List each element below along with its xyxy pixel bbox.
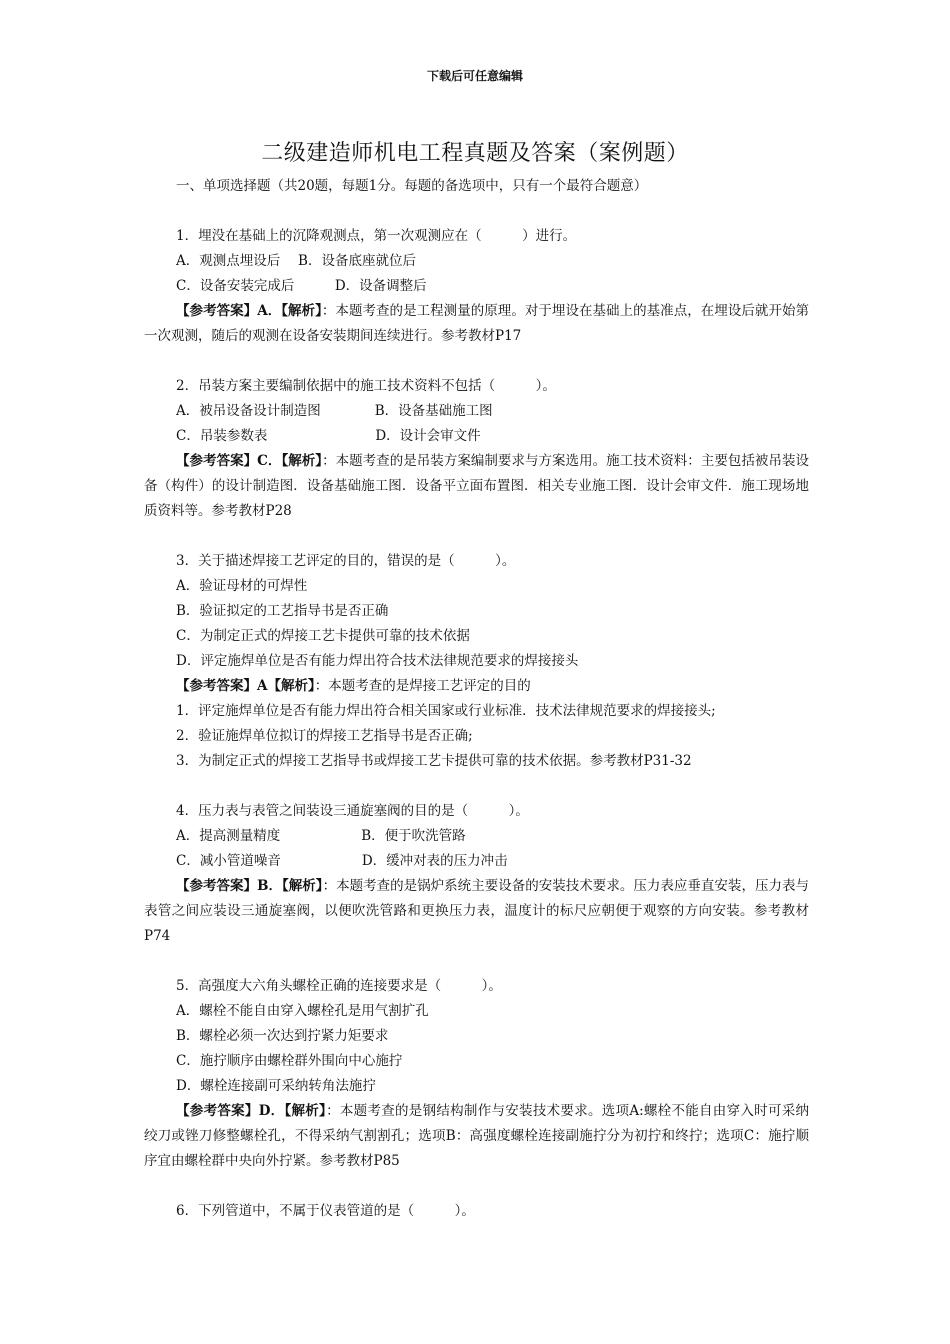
- question-stem: 3．关于描述焊接工艺评定的目的，错误的是（ ）。: [176, 553, 516, 569]
- question-option: A．螺栓不能自由穿入螺栓孔是用气割扩孔: [176, 1003, 429, 1019]
- answer-explanation: [144, 674, 809, 699]
- answer-explanation: [144, 299, 809, 349]
- question-5: [144, 974, 809, 1174]
- question-option: C．为制定正式的焊接工艺卡提供可靠的技术依据: [176, 628, 470, 644]
- question-option: B．验证拟定的工艺指导书是否正确: [176, 603, 389, 619]
- answer-tag: 【参考答案】A【解析】: [176, 678, 315, 694]
- section-heading: 一、单项选择题（共20题，每题1分。每题的备选项中，只有一个最符合题意）: [176, 178, 648, 194]
- question-option: D．评定施焊单位是否有能力焊出符合技术法律规范要求的焊接接头: [176, 653, 579, 669]
- question-option: A．提高测量精度 B．便于吹洗管路: [176, 828, 466, 844]
- question-option: A．观测点埋设后 B．设备底座就位后: [176, 253, 416, 269]
- question-option: A．被吊设备设计制造图 B．设备基础施工图: [176, 403, 493, 419]
- document-body: [144, 174, 809, 1224]
- answer-explanation: [144, 1099, 809, 1174]
- answer-text: ：本题考查的是锅炉系统主要设备的安装技术要求。压力表应垂直安装，压力表与表管之间应装设三通旋塞阀，以便吹洗管路和更换压力表，温度计的标尺应朝便于观察的方向安装。参考教材P74: [144, 878, 809, 944]
- answer-text: ：本题考查的是钢结构制作与安装技术要求。选项A:螺栓不能自由穿入时可采纳绞刀或锉刀修整螺栓孔，不得采纳气割割孔；选项B：高强度螺栓连接副施拧分为初拧和终拧；选项C：施拧顺序宜由螺栓群中央向外拧紧。参考教材P85: [144, 1103, 810, 1169]
- answer-explanation: [144, 874, 809, 949]
- question-stem: 4．压力表与表管之间装设三通旋塞阀的目的是（ ）。: [176, 803, 529, 819]
- answer-text: ：本题考查的是焊接工艺评定的目的: [314, 678, 531, 694]
- question-4: [144, 799, 809, 949]
- answer-text: ：本题考查的是工程测量的原理。对于埋设在基础上的基准点，在埋设后就开始第一次观测，随后的观测在设备安装期间连续进行。参考教材P17: [144, 303, 810, 344]
- answer-tag: 【参考答案】B．【解析】: [176, 878, 323, 894]
- question-3: [144, 549, 809, 774]
- question-option: C．施拧顺序由螺栓群外围向中心施拧: [176, 1053, 403, 1069]
- question-2: [144, 374, 809, 524]
- page-header: 下载后可任意编辑: [426, 69, 523, 83]
- question-option: B．螺栓必须一次达到拧紧力矩要求: [176, 1028, 389, 1044]
- answer-text: ：本题考查的是吊装方案编制要求与方案选用。施工技术资料：主要包括被吊装设备（构件）的设计制造图．设备基础施工图．设备平立面布置图．相关专业施工图．设计会审文件．施工现场地质资料等。参考教材P28: [144, 453, 810, 519]
- answer-tag: 【参考答案】A．【解析】: [176, 303, 322, 319]
- document-title: 二级建造师机电工程真题及答案（案例题）: [261, 141, 689, 166]
- answer-point: 1．评定施焊单位是否有能力焊出符合相关国家或行业标准．技术法律规范要求的焊接接头;: [176, 703, 716, 719]
- question-1: [144, 224, 809, 349]
- question-option: C．减小管道噪音 D．缓冲对表的压力冲击: [176, 853, 508, 869]
- answer-point: 3．为制定正式的焊接工艺指导书或焊接工艺卡提供可靠的技术依据。参考教材P31-32: [176, 753, 692, 769]
- answer-tag: 【参考答案】C．【解析】: [176, 453, 323, 469]
- question-stem: 5．高强度大六角头螺栓正确的连接要求是（ ）。: [176, 978, 502, 994]
- answer-tag: 【参考答案】D．【解析】: [176, 1103, 327, 1119]
- answer-point: 2．验证施焊单位拟订的焊接工艺指导书是否正确;: [176, 728, 473, 744]
- question-option: A．验证母材的可焊性: [176, 578, 308, 594]
- question-option: C．吊装参数表 D．设计会审文件: [176, 428, 481, 444]
- answer-explanation: [144, 449, 809, 524]
- question-stem: 2．吊装方案主要编制依据中的施工技术资料不包括（ ）。: [176, 378, 556, 394]
- question-6-stem: 6．下列管道中，不属于仪表管道的是（ ）。: [176, 1203, 475, 1219]
- question-option: C．设备安装完成后 D．设备调整后: [176, 278, 427, 294]
- question-option: D．螺栓连接副可采纳转角法施拧: [176, 1078, 376, 1094]
- question-stem: 1．埋没在基础上的沉降观测点，第一次观测应在（ ）进行。: [176, 228, 577, 244]
